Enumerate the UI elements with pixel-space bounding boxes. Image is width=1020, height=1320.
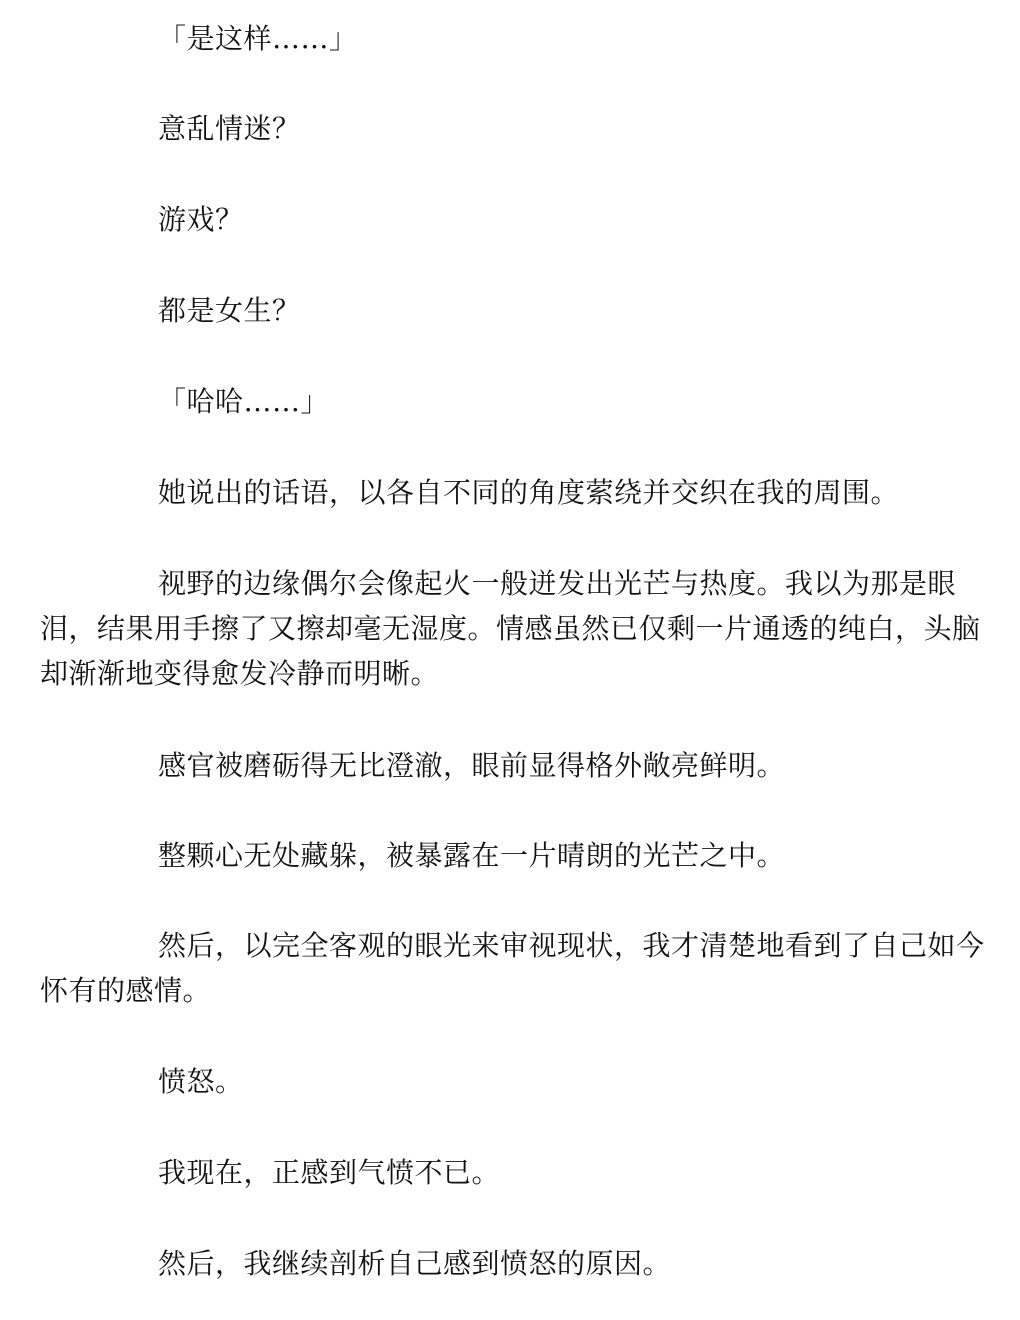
paragraph-5: 「哈哈……」 bbox=[158, 385, 330, 418]
paragraph-3: 游戏？ bbox=[158, 203, 244, 236]
paragraph-13: 然后，我继续剖析自己感到愤怒的原因。 bbox=[158, 1247, 672, 1280]
paragraph-7: 视野的边缘偶尔会像起火一般迸发出光芒与热度。我以为那是眼泪，结果用手擦了又擦却毫无湿度。情感虽然已仅剩一片通透的纯白，头脑却渐渐地变得愈发冷静而明晰。 bbox=[40, 567, 981, 690]
paragraph-4: 都是女生？ bbox=[158, 294, 301, 327]
paragraph-6: 她说出的话语，以各自不同的角度萦绕并交织在我的周围。 bbox=[158, 476, 900, 509]
paragraph-2: 意乱情迷？ bbox=[158, 112, 301, 145]
paragraph-12: 我现在，正感到气愤不已。 bbox=[158, 1156, 501, 1189]
paragraph-8: 感官被磨砺得无比澄澈，眼前显得格外敞亮鲜明。 bbox=[158, 749, 786, 782]
paragraph-11: 愤怒。 bbox=[158, 1065, 244, 1098]
paragraph-9: 整颗心无处藏躲，被暴露在一片晴朗的光芒之中。 bbox=[158, 839, 786, 872]
paragraph-1: 「是这样……」 bbox=[158, 22, 358, 55]
paragraph-10: 然后，以完全客观的眼光来审视现状，我才清楚地看到了自己如今怀有的感情。 bbox=[40, 929, 985, 1007]
